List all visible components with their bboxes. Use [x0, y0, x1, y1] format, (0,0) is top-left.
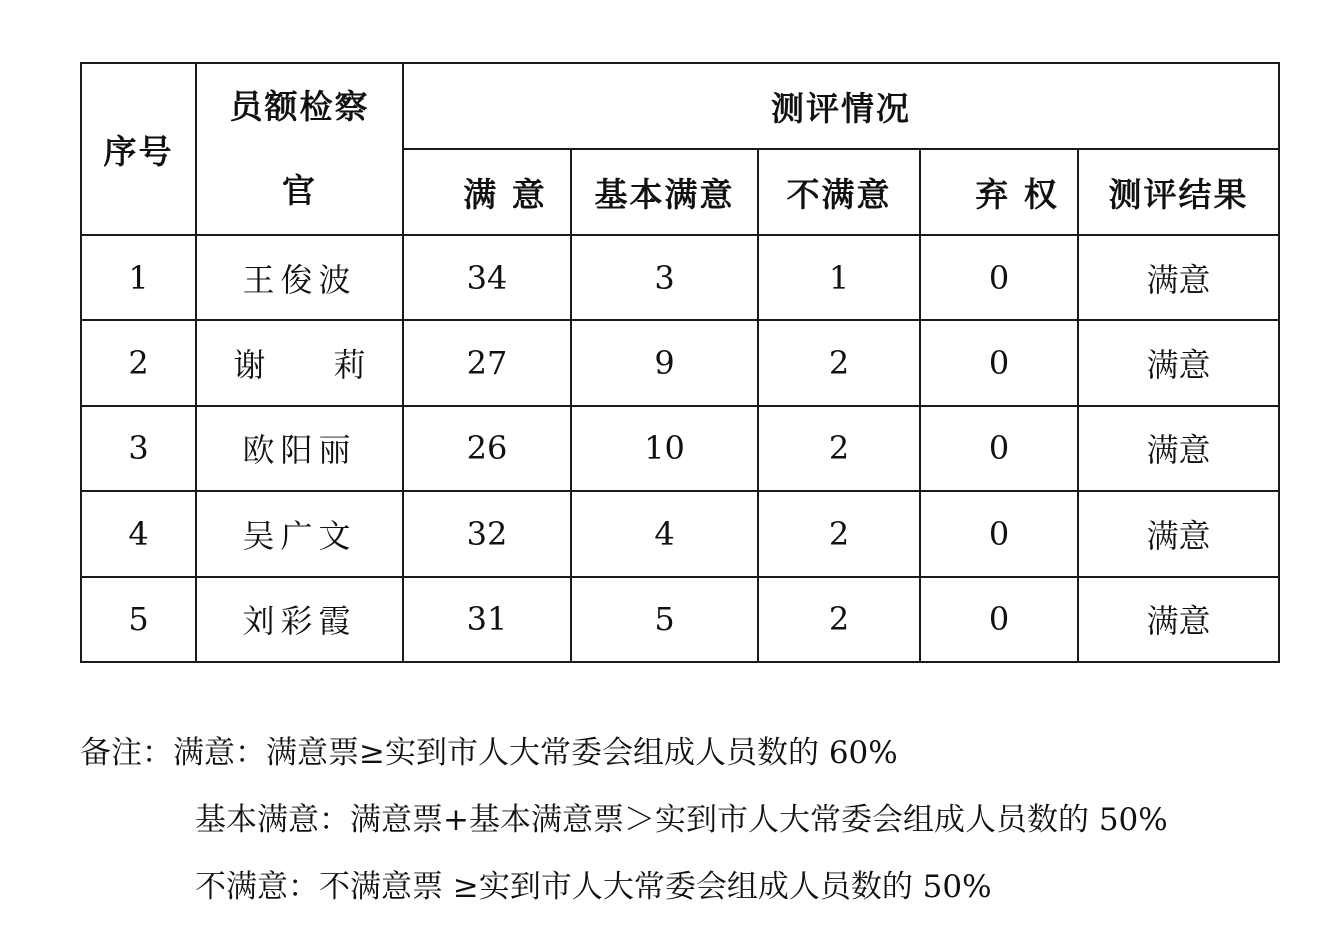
cell-abstain: 0 [920, 577, 1078, 662]
header-result: 测评结果 [1078, 149, 1279, 235]
header-satisfied: 满 意 [403, 149, 571, 235]
cell-satisfied: 26 [403, 406, 571, 491]
notes-section [80, 720, 1300, 921]
cell-unsatisfied: 2 [758, 320, 920, 405]
note-line-satisfied: 备注：满意：满意票≥实到市人大常委会组成人员数的 60% [80, 735, 898, 771]
cell-name: 吴广文 [196, 491, 403, 576]
cell-basic-satisfied: 3 [571, 235, 758, 320]
cell-unsatisfied: 2 [758, 491, 920, 576]
cell-basic-satisfied: 4 [571, 491, 758, 576]
header-officer-line1: 员额检察 [229, 87, 370, 126]
header-unsatisfied: 不满意 [758, 149, 920, 235]
cell-index: 3 [81, 406, 196, 491]
cell-result: 满意 [1078, 491, 1279, 576]
cell-abstain: 0 [920, 235, 1078, 320]
cell-satisfied: 32 [403, 491, 571, 576]
header-abstain: 弃 权 [920, 149, 1078, 235]
cell-unsatisfied: 2 [758, 577, 920, 662]
table-row [81, 235, 1279, 320]
cell-satisfied: 34 [403, 235, 571, 320]
cell-name: 王俊波 [196, 235, 403, 320]
table-body [81, 235, 1279, 662]
cell-name: 谢 莉 [196, 320, 403, 405]
cell-result: 满意 [1078, 235, 1279, 320]
table-header [81, 63, 1279, 235]
cell-satisfied: 31 [403, 577, 571, 662]
cell-result: 满意 [1078, 320, 1279, 405]
header-officer-line2: 官 [282, 171, 317, 210]
header-index: 序号 [81, 63, 196, 235]
cell-result: 满意 [1078, 406, 1279, 491]
evaluation-table [80, 62, 1280, 663]
cell-result: 满意 [1078, 577, 1279, 662]
cell-index: 2 [81, 320, 196, 405]
cell-unsatisfied: 2 [758, 406, 920, 491]
note-line-basic-satisfied: 基本满意：满意票+基本满意票＞实到市人大常委会组成人员数的 50% [195, 802, 1168, 838]
header-officer [196, 63, 403, 235]
table-row [81, 406, 1279, 491]
cell-basic-satisfied: 5 [571, 577, 758, 662]
table-row [81, 491, 1279, 576]
cell-index: 5 [81, 577, 196, 662]
cell-abstain: 0 [920, 406, 1078, 491]
cell-abstain: 0 [920, 320, 1078, 405]
table-row [81, 577, 1279, 662]
cell-name: 刘彩霞 [196, 577, 403, 662]
header-row-top [81, 63, 1279, 149]
header-basic-satisfied: 基本满意 [571, 149, 758, 235]
header-evaluation-group: 测评情况 [403, 63, 1279, 149]
table-row [81, 320, 1279, 405]
cell-abstain: 0 [920, 491, 1078, 576]
cell-index: 4 [81, 491, 196, 576]
cell-satisfied: 27 [403, 320, 571, 405]
cell-basic-satisfied: 10 [571, 406, 758, 491]
cell-basic-satisfied: 9 [571, 320, 758, 405]
cell-unsatisfied: 1 [758, 235, 920, 320]
cell-name: 欧阳丽 [196, 406, 403, 491]
cell-index: 1 [81, 235, 196, 320]
note-line-unsatisfied: 不满意：不满意票 ≥实到市人大常委会组成人员数的 50% [195, 869, 992, 905]
